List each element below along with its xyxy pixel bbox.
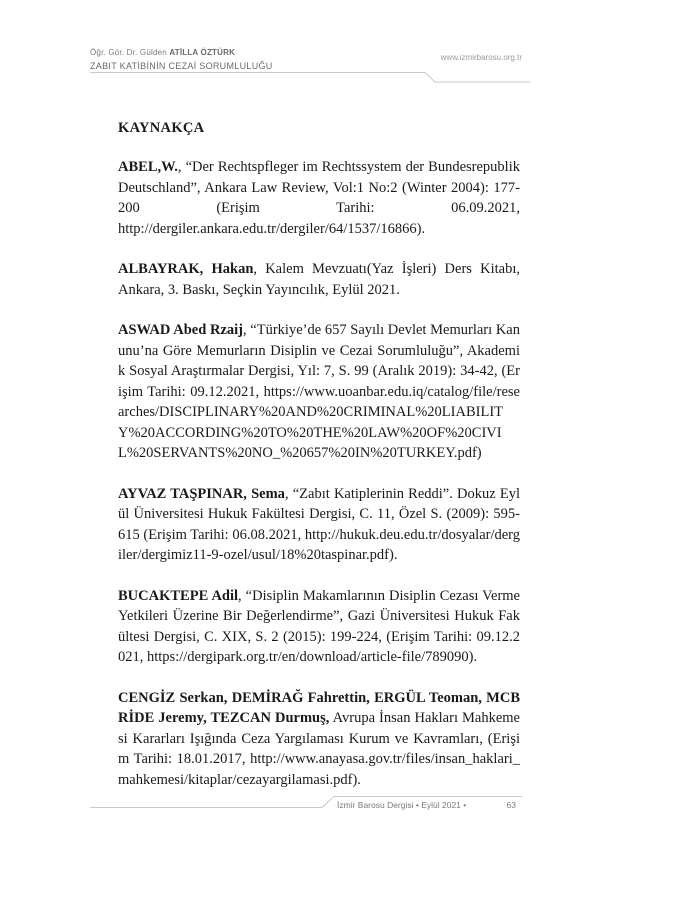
author-prefix: Öğr. Gör. Dr. Gülden [90,48,170,57]
website-url: www.izmirbarosu.org.tr [440,53,522,62]
page-footer [90,796,522,816]
reference-text: , “Zabıt Katiplerinin Reddi”. Dokuz Eylül Üniversitesi Hukuk Fakültesi Dergisi, C. 11, Özel S. (2009): 595-615 (Erişim Tarihi: 06.08.2021, http://hukuk.deu.edu.tr/dosyalar/dergiler/dergimiz11-9-ozel/usul/18%20taspinar.pdf). [118,485,521,563]
reference-author: AYVAZ TAŞPINAR, Sema [118,485,285,502]
reference-entry [118,586,520,668]
reference-entry [118,484,520,566]
reference-text: , “Disiplin Makamlarının Disiplin Cezası Verme Yetkileri Üzerine Bir Değerlendirme”, Gazi Üniversitesi Hukuk Fakültesi Dergisi, C. XIX, S. 2 (2015): 199-224, (Erişim Tarihi: 09.12.2021, https://dergipark.org.tr/en/download/article-file/789090). [118,587,520,665]
reference-author: ASWAD Abed Rzaij [118,322,243,338]
reference-author: CENGİZ Serkan, DEMİRAĞ Fahrettin, ERGÜL Teoman, MCBRİDE Jeremy, TEZCAN Durmuş, [118,689,520,726]
author-line [90,48,235,57]
reference-entry [118,259,520,300]
reference-author: BUCAKTEPE Adil [118,587,239,604]
header-divider [90,72,530,84]
page-header [90,48,530,78]
reference-entry [118,157,520,239]
reference-text: , Kalem Mevzuatı(Yaz İşleri) Ders Kitabı, Ankara, 3. Baskı, Seçkin Yayıncılık, Eylül 2021. [118,261,521,298]
reference-entry [118,688,520,791]
reference-text: , “Türkiye’de 657 Sayılı Devlet Memurları Kanunu’na Göre Memurların Disiplin ve Cezai Sorumluluğu”, Akademik Sosyal Araştırmalar Dergisi, Yıl: 7, S. 99 (Aralık 2019): 34-42, (Erişim Tarihi: 09.12.2021, https://www.uoanbar.edu.iq/catalog/file/researches/DISCIPLINARY%20AND%20CRIMINAL%20LIABILITY%20ACCORDING%20TO%20THE%20LAW%20OF%20CIVIL%20SERVANTS%20NO_%20657%20IN%20TURKEY.pdf) [118,322,520,461]
reference-text: Avrupa İnsan Hakları Mahkemesi Kararları Işığında Ceza Yargılaması Kurum ve Kavramları, (Erişim Tarihi: 18.01.2017, http://www.anayasa.gov.tr/files/insan_haklari_mahkemesi/kitaplar/cezayargilamasi.pdf). [118,710,520,788]
reference-text: , “Der Rechtspfleger im Rechtssystem der Bundesrepublik Deutschland”, Ankara Law Review, Vol:1 No:2 (Winter 2004): 177-200 (Erişim Tarihi: 06.09.2021, http://dergiler.ankara.edu.tr/dergiler/64/1537/16866). [118,159,520,237]
author-name: ATİLLA ÖZTÜRK [169,48,236,57]
page-number: 63 [506,800,516,810]
bibliography [118,120,520,810]
journal-name: İzmir Barosu Dergisi • Eylül 2021 • [337,800,467,810]
reference-author: ALBAYRAK, Hakan [118,261,254,277]
article-title: ZABIT KATİBİNİN CEZAİ SORUMLULUĞU [90,61,273,71]
reference-entry [118,320,520,464]
bibliography-heading: KAYNAKÇA [118,120,205,136]
reference-author: ABEL,W. [118,159,178,175]
